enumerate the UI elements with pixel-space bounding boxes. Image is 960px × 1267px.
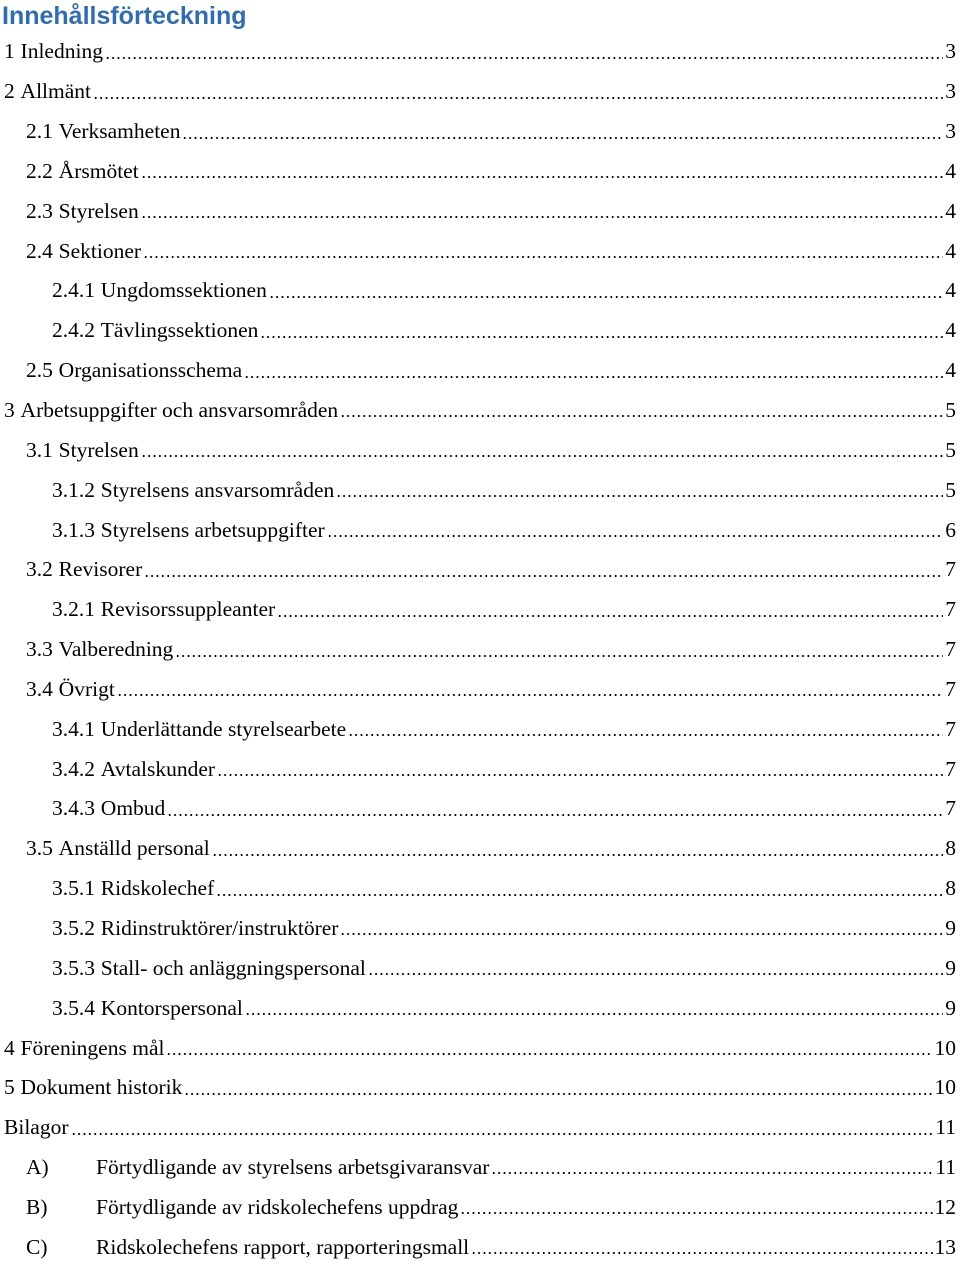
- toc-entry-number: 3.2: [26, 557, 53, 582]
- toc-entry-title: [26, 119, 180, 144]
- toc-entry-number: 3.5.4: [52, 995, 95, 1020]
- dot-leader: [141, 216, 944, 218]
- toc-entry-number: 3.1.3: [52, 517, 95, 542]
- dot-leader: [277, 615, 943, 617]
- toc-entry-title: [52, 757, 215, 782]
- toc-entry[interactable]: [0, 709, 960, 749]
- toc-entry[interactable]: [0, 869, 960, 909]
- toc-entry[interactable]: [0, 351, 960, 391]
- toc-entry-title: [26, 358, 242, 383]
- toc-entry-title: [26, 557, 142, 582]
- toc-entry-number: 3.5: [26, 836, 53, 861]
- toc-page-number: 9: [945, 915, 956, 940]
- toc-entry[interactable]: [0, 1068, 960, 1108]
- toc-entry-title: [52, 796, 165, 821]
- dot-leader: [244, 376, 943, 378]
- toc-entry[interactable]: [0, 231, 960, 271]
- toc-entry[interactable]: [0, 112, 960, 152]
- appendix-letter: C): [26, 1234, 48, 1259]
- dot-leader: [471, 1252, 932, 1254]
- dot-leader: [260, 336, 943, 338]
- toc-entry-number: 3.5.1: [52, 876, 95, 901]
- toc-entry-text: Sektioner: [58, 238, 142, 263]
- toc-page-number: 7: [945, 796, 956, 821]
- toc-entry-title: [26, 1235, 469, 1260]
- toc-entry-number: 4: [4, 1035, 15, 1060]
- appendix-letter: B): [26, 1194, 48, 1219]
- toc-entry-text: Bilagor: [4, 1115, 69, 1140]
- toc-entry[interactable]: [0, 1028, 960, 1068]
- toc-entry[interactable]: [0, 510, 960, 550]
- toc-entry-text: Kontorspersonal: [100, 995, 243, 1020]
- toc-entry-number: 3.1.2: [52, 477, 95, 502]
- toc-entry-number: 2.2: [26, 158, 53, 183]
- toc-entry-number: 2: [4, 79, 15, 104]
- toc-entry[interactable]: [0, 1108, 960, 1148]
- toc-entry-text: Ungdomssektionen: [100, 278, 267, 303]
- toc-list: [0, 32, 960, 1267]
- toc-page-number: 4: [945, 358, 956, 383]
- dot-leader: [491, 1172, 933, 1174]
- toc-entry[interactable]: [0, 470, 960, 510]
- toc-entry-title: [4, 1036, 164, 1061]
- toc-entry-text: Förtydligande av ridskolechefens uppdrag: [96, 1194, 459, 1219]
- toc-page-number: 3: [945, 39, 956, 64]
- toc-entry-number: 3.4.2: [52, 756, 95, 781]
- toc-page-number: 4: [945, 278, 956, 303]
- toc-entry-title: [52, 916, 338, 941]
- toc-page-number: 7: [945, 637, 956, 662]
- toc-entry-number: 3.4.1: [52, 716, 95, 741]
- toc-page-number: 4: [945, 198, 956, 223]
- toc-entry-text: Tävlingssektionen: [100, 318, 259, 343]
- toc-entry[interactable]: [0, 789, 960, 829]
- dot-leader: [166, 1053, 932, 1055]
- toc-entry[interactable]: [0, 948, 960, 988]
- toc-page-number: 7: [945, 557, 956, 582]
- dot-leader: [141, 176, 944, 178]
- toc-entry-title: [4, 39, 103, 64]
- toc-entry-title: [52, 518, 325, 543]
- toc-entry-text: Stall- och anläggningspersonal: [100, 955, 366, 980]
- toc-entry-text: Dokument historik: [20, 1075, 183, 1100]
- toc-entry-number: 3.4: [26, 676, 53, 701]
- toc-entry-number: 3.4.3: [52, 796, 95, 821]
- toc-entry-title: [4, 1075, 182, 1100]
- toc-entry-text: Arbetsuppgifter och ansvarsområden: [20, 398, 339, 423]
- dot-leader: [348, 734, 943, 736]
- toc-entry-text: Ridskolechef: [100, 876, 215, 901]
- toc-entry[interactable]: [0, 271, 960, 311]
- dot-leader: [217, 774, 943, 776]
- toc-entry-text: Styrelsens arbetsuppgifter: [100, 517, 325, 542]
- toc-page-number: 8: [945, 876, 956, 901]
- dot-leader: [216, 894, 943, 896]
- toc-entry-number: 3: [4, 398, 15, 423]
- toc-entry-number: 2.3: [26, 198, 53, 223]
- toc-entry[interactable]: [0, 1148, 960, 1188]
- toc-entry-number: 2.1: [26, 119, 53, 144]
- toc-page-number: 7: [945, 676, 956, 701]
- toc-page-number: 9: [945, 955, 956, 980]
- toc-entry-number: 1: [4, 39, 15, 64]
- toc-entry[interactable]: [0, 430, 960, 470]
- toc-entry-number: 3.2.1: [52, 597, 95, 622]
- toc-entry-text: Underlättande styrelsearbete: [100, 716, 347, 741]
- dot-leader: [105, 57, 943, 59]
- toc-page-number: 4: [945, 158, 956, 183]
- toc-entry-text: Styrelsen: [58, 198, 139, 223]
- toc-heading: Innehållsförteckning: [2, 2, 247, 30]
- toc-entry[interactable]: [0, 590, 960, 630]
- toc-entry-title: [4, 79, 91, 104]
- toc-entry-text: Verksamheten: [58, 119, 181, 144]
- toc-page-number: 7: [945, 756, 956, 781]
- toc-entry-text: Styrelsens ansvarsområden: [100, 477, 335, 502]
- toc-page-number: 8: [945, 836, 956, 861]
- toc-entry-title: [52, 597, 275, 622]
- dot-leader: [93, 97, 943, 99]
- toc-page-number: 7: [945, 597, 956, 622]
- toc-page-number: 4: [945, 318, 956, 343]
- toc-entry-text: Organisationsschema: [58, 358, 243, 383]
- toc-entry-title: [52, 318, 258, 343]
- toc-entry-title: [26, 438, 139, 463]
- toc-entry-title: [52, 996, 243, 1021]
- dot-leader: [460, 1212, 932, 1214]
- toc-entry[interactable]: [0, 32, 960, 72]
- toc-entry-text: Anställd personal: [58, 836, 210, 861]
- toc-page-number: 9: [945, 995, 956, 1020]
- toc-entry-text: Allmänt: [20, 79, 92, 104]
- toc-entry[interactable]: [0, 152, 960, 192]
- toc-page-number: 10: [934, 1075, 956, 1100]
- toc-page-number: 3: [945, 119, 956, 144]
- dot-leader: [336, 495, 943, 497]
- toc-entry[interactable]: [0, 1187, 960, 1227]
- toc-entry-title: [52, 717, 346, 742]
- toc-entry-text: Övrigt: [58, 676, 115, 701]
- dot-leader: [117, 694, 943, 696]
- toc-entry-title: [26, 1155, 489, 1180]
- toc-entry-number: 2.4.2: [52, 318, 95, 343]
- toc-entry-number: 3.3: [26, 637, 53, 662]
- toc-entry-number: 3.1: [26, 437, 53, 462]
- toc-entry[interactable]: [0, 191, 960, 231]
- toc-entry-title: [26, 637, 173, 662]
- toc-entry-text: Förtydligande av styrelsens arbetsgivaransvar: [96, 1155, 490, 1180]
- toc-entry[interactable]: [0, 749, 960, 789]
- toc-entry[interactable]: [0, 72, 960, 112]
- toc-entry-number: 3.5.3: [52, 955, 95, 980]
- toc-entry[interactable]: [0, 391, 960, 431]
- toc-entry-title: [4, 1115, 69, 1140]
- toc-page-number: 5: [945, 398, 956, 423]
- toc-entry-number: 2.4: [26, 238, 53, 263]
- toc-page-number: 5: [945, 437, 956, 462]
- toc-entry[interactable]: [0, 988, 960, 1028]
- toc-entry-title: [26, 1195, 458, 1220]
- toc-page-number: 11: [935, 1155, 956, 1180]
- dot-leader: [71, 1133, 934, 1135]
- toc-entry[interactable]: [0, 311, 960, 351]
- toc-entry[interactable]: [0, 909, 960, 949]
- dot-leader: [269, 296, 943, 298]
- dot-leader: [175, 655, 943, 657]
- dot-leader: [340, 415, 943, 417]
- toc-entry-number: 2.5: [26, 358, 53, 383]
- dot-leader: [327, 535, 944, 537]
- toc-entry[interactable]: [0, 550, 960, 590]
- toc-entry-text: Inledning: [20, 39, 103, 64]
- dot-leader: [340, 933, 943, 935]
- toc-entry-text: Ridinstruktörer/instruktörer: [100, 915, 339, 940]
- toc-entry-title: [52, 478, 334, 503]
- toc-entry-number: 2.4.1: [52, 278, 95, 303]
- dot-leader: [144, 575, 943, 577]
- toc-page-number: 3: [945, 79, 956, 104]
- toc-page-number: 7: [945, 716, 956, 741]
- toc-entry-number: 3.5.2: [52, 915, 95, 940]
- toc-entry[interactable]: [0, 630, 960, 670]
- toc-page-number: 5: [945, 477, 956, 502]
- toc-entry-text: Ombud: [100, 796, 166, 821]
- toc-entry-title: [52, 876, 214, 901]
- toc-page-number: 10: [934, 1035, 956, 1060]
- toc-entry-text: Föreningens mål: [20, 1035, 165, 1060]
- dot-leader: [184, 1093, 932, 1095]
- toc-entry-text: Revisorer: [58, 557, 143, 582]
- dot-leader: [182, 137, 943, 139]
- toc-entry-text: Valberedning: [58, 637, 174, 662]
- toc-entry-title: [26, 836, 210, 861]
- toc-entry-text: Styrelsen: [58, 437, 139, 462]
- appendix-letter: A): [26, 1155, 49, 1180]
- toc-entry[interactable]: [0, 829, 960, 869]
- dot-leader: [245, 1013, 943, 1015]
- dot-leader: [368, 973, 943, 975]
- toc-entry-title: [52, 278, 267, 303]
- toc-entry-text: Årsmötet: [58, 158, 139, 183]
- dot-leader: [143, 256, 943, 258]
- dot-leader: [167, 814, 943, 816]
- toc-entry-text: Revisorssuppleanter: [100, 597, 276, 622]
- toc-entry-title: [52, 956, 366, 981]
- toc-page-number: 4: [945, 238, 956, 263]
- toc-page-number: 6: [945, 517, 956, 542]
- toc-page-number: 11: [935, 1115, 956, 1140]
- toc-entry-text: Avtalskunder: [100, 756, 216, 781]
- toc-entry[interactable]: [0, 670, 960, 710]
- dot-leader: [141, 455, 944, 457]
- toc-entry-title: [26, 199, 139, 224]
- toc-page-number: 13: [934, 1234, 956, 1259]
- toc-entry[interactable]: [0, 1227, 960, 1267]
- toc-entry-title: [4, 398, 338, 423]
- dot-leader: [212, 854, 944, 856]
- toc-entry-title: [26, 677, 115, 702]
- toc-entry-text: Ridskolechefens rapport, rapporteringsmall: [96, 1234, 470, 1259]
- toc-entry-title: [26, 239, 141, 264]
- toc-entry-number: 5: [4, 1075, 15, 1100]
- toc-page-number: 12: [934, 1194, 956, 1219]
- toc-entry-title: [26, 159, 139, 184]
